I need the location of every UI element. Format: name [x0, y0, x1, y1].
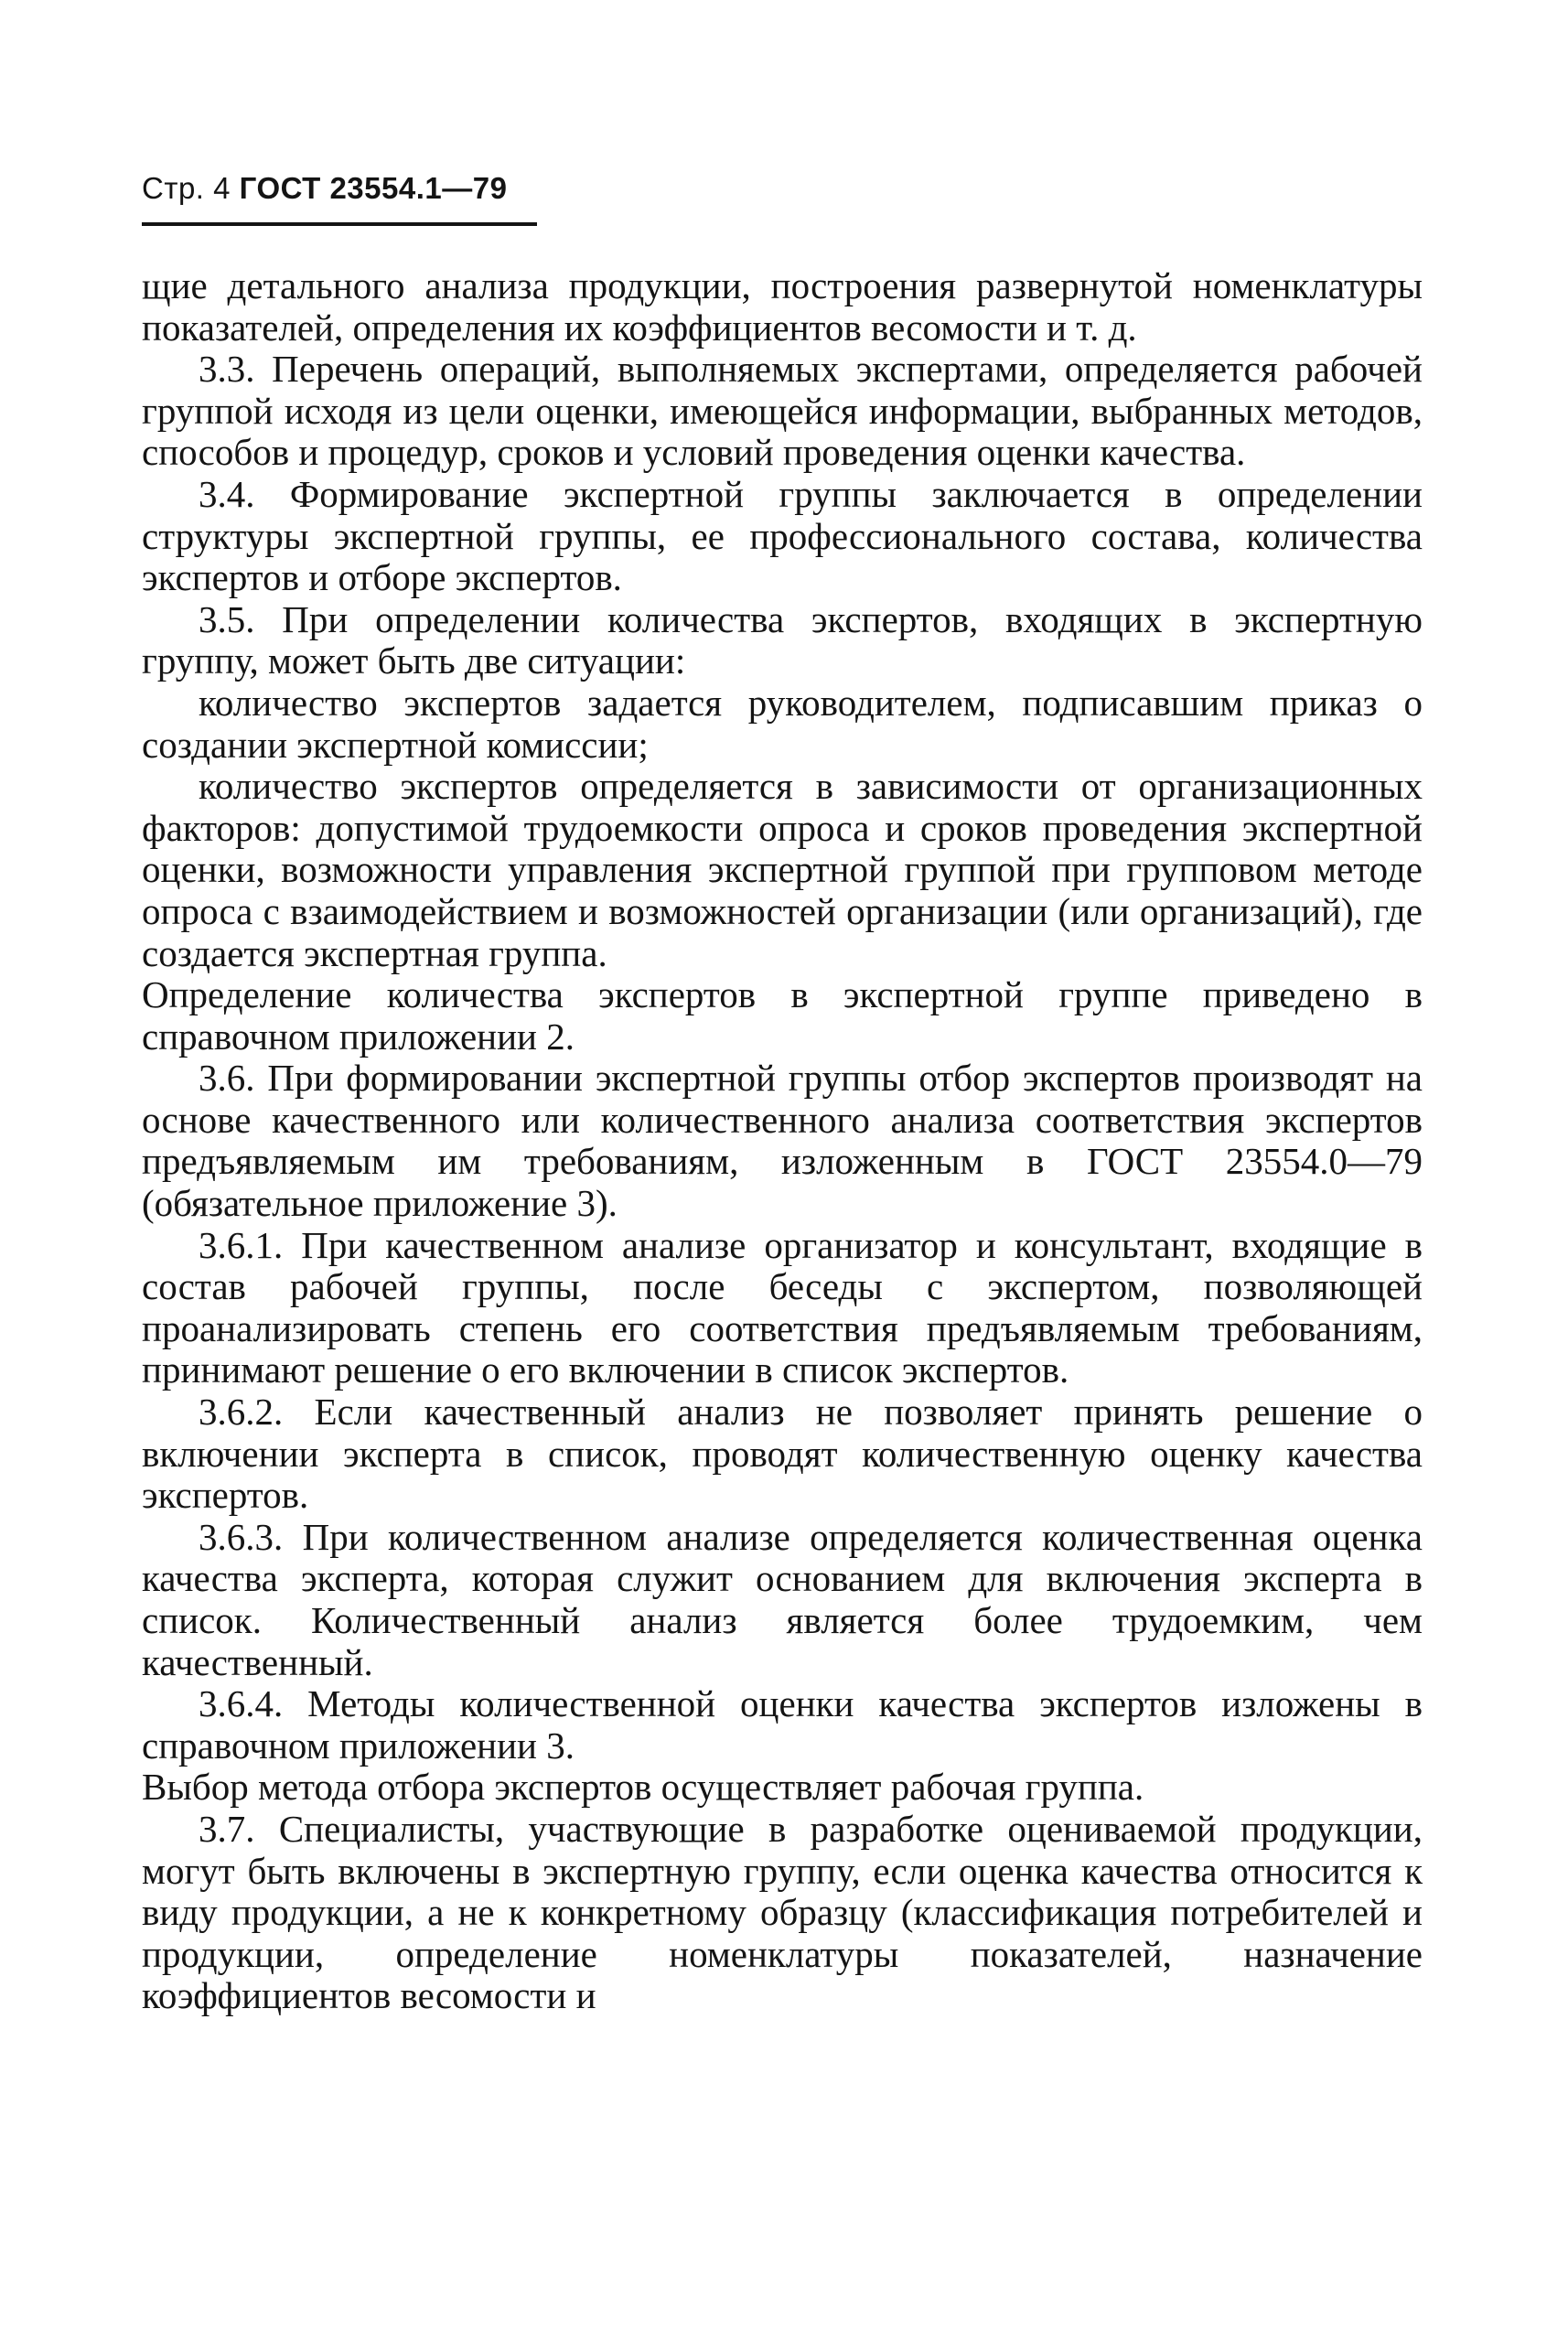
paragraph-3-6-1: 3.6.1. При качественном анализе организатор и консультант, входящие в состав рабочей группы, после беседы с экспертом, позволяющей проанализировать степень его соответствия предъявляемым требованиям, принимают решение о его включении в список экспертов.: [142, 1223, 1423, 1391]
paragraph-3-7: 3.7. Специалисты, участвующие в разработке оцениваемой продукции, могут быть включены в экспертную группу, если оценка качества относится к виду продукции, а не к конкретному образцу (классификация потребителей и продукции, определение номенклатуры показателей, назначение коэффициентов весомости и: [142, 1807, 1423, 2017]
paragraph-3-6-3: 3.6.3. При количественном анализе определяется количественная оценка качества эксперта, которая служит основанием для включения эксперта в список. Количественный анализ является более трудоемким, чем качественный.: [142, 1515, 1423, 1683]
header-rule: [142, 222, 537, 226]
document-body: [142, 265, 1423, 2017]
page-number: Стр. 4: [142, 171, 231, 205]
paragraph-method-selection: Выбор метода отбора экспертов осуществляет рабочая группа.: [142, 1766, 1144, 1809]
paragraph-3-6-4: 3.6.4. Методы количественной оценки качества экспертов изложены в справочном приложении 3.: [142, 1682, 1423, 1767]
paragraph-3-3: 3.3. Перечень операций, выполняемых экспертами, определяется рабочей группой исходя из цели оценки, имеющейся информации, выбранных методов, способов и процедур, сроков и условий проведения оценки качества.: [142, 348, 1423, 474]
paragraph-3-4: 3.4. Формирование экспертной группы заключается в определении структуры экспертной группы, ее профессионального состава, количества экспертов и отборе экспертов.: [142, 472, 1423, 599]
paragraph-3-6-2: 3.6.2. Если качественный анализ не позволяет принять решение о включении эксперта в список, проводят количественную оценку качества экспертов.: [142, 1391, 1423, 1517]
paragraph-3-6: 3.6. При формировании экспертной группы отбор экспертов производят на основе качественного или количественного анализа соответствия экспертов предъявляемым им требованиям, изложенным в ГОСТ 23554.0—79 (обязательное приложение 3).: [142, 1057, 1423, 1225]
paragraph-expert-count-note: Определение количества экспертов в экспертной группе приведено в справочном приложении 2.: [142, 973, 1423, 1058]
paragraph-3-5-case-2: количество экспертов определяется в зависимости от организационных факторов: допустимой трудоемкости опроса и сроков проведения экспертной оценки, возможности управления экспертной группой при групповом методе опроса с взаимодействием и возможностей организации (или организаций), где создается экспертная группа.: [142, 765, 1423, 974]
standard-designation: ГОСТ 23554.1—79: [239, 171, 508, 205]
paragraph-3-5-case-1: количество экспертов задается руководителем, подписавшим приказ о создании экспертной комиссии;: [142, 681, 1423, 766]
paragraph-3-5: 3.5. При определении количества экспертов, входящих в экспертную группу, может быть две ситуации:: [142, 597, 1423, 682]
paragraph-continued: щие детального анализа продукции, построения развернутой номенклатуры показателей, определения их коэффициентов весомости и т. д.: [142, 264, 1423, 349]
page-header: [142, 168, 507, 209]
